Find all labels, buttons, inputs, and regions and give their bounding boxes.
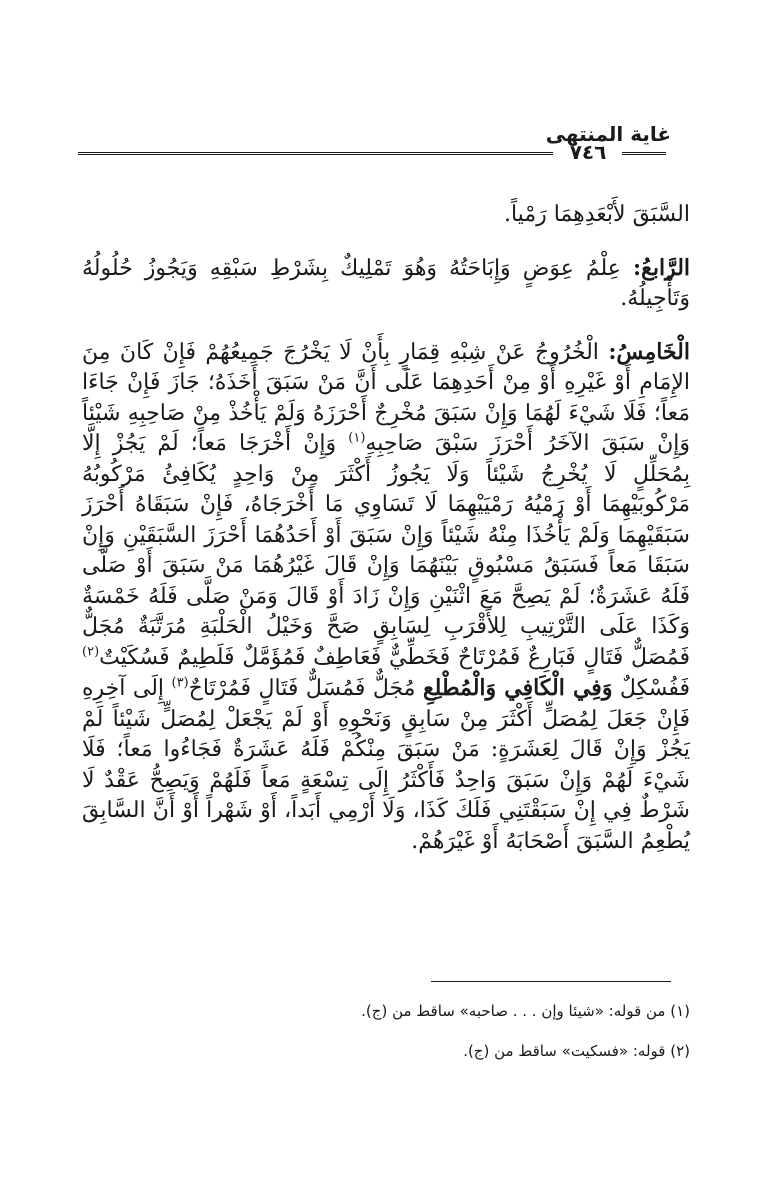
book-title: غاية المنتهى (545, 122, 671, 146)
fourth-condition-heading: الرَّابعُ: (632, 254, 691, 281)
fifth-condition-text-c: فَفُسْكِلٌ (612, 676, 690, 701)
footnote-2: (٢) قوله: «فسكيت» ساقط من (ج). (463, 1042, 690, 1060)
paragraph-fifth-condition (82, 337, 690, 858)
main-text (82, 200, 690, 879)
footnote-marker-3[interactable]: (٣) (171, 675, 189, 691)
header-rule-long (78, 152, 553, 155)
fifth-condition-heading: الْخَامِسُ: (608, 338, 690, 365)
fifth-condition-text-d: مُجَلٌّ فَمُسَلٌّ فَتَالٍ فَمُرْتَاحٌ (188, 676, 423, 701)
paragraph-fourth-condition (82, 253, 690, 315)
source-reference-bold: وَفِي الْكَافِي وَالْمُطْلِعِ (422, 675, 613, 701)
fifth-condition-text-a: الْخُرُوجُ عَنْ شِبْهِ قِمَارٍ بِأَنْ لَا يَخْرُجَ جَمِيعُهُمْ فَإِنْ كَانَ مِنَ الإِمَامِ أَوْ غَيْرِهِ أَوْ مِنْ أَحَدِهِمَا عَلَى أَنَّ مَنْ سَبَقَ أَخَذَهُ؛ جَازَ فَإِنْ جَاءَا مَعاً؛ فَلَا شَيْءَ لَهُمَا وَإِنْ سَبَقَ مُخْرِجٌ أَحْرَزَهُ وَلَمْ يَأْخُذْ مِنْ صَاحِبِهِ شَيْئاً وَإِنْ سَبَقَ الآخَرُ أَحْرَزَ سَبْقَ صَاحِبِهِ (82, 339, 690, 456)
footnote-marker-2[interactable]: (٢) (82, 644, 100, 660)
paragraph-1-text: السَّبَقَ لأَبْعَدِهِمَا رَمْياً. (503, 202, 690, 227)
header-rule-short (622, 152, 666, 155)
fourth-condition-text: عِلْمُ عِوَضٍ وَإِبَاحَتُهُ وَهُوَ تَمْلِيكٌ بِشَرْطِ سَبْقِهِ وَيَجُوزُ حُلُولُهُ وَتَأْجِيلُهُ. (82, 255, 690, 311)
fifth-condition-text-b: وَإِنْ أَخْرَجَا مَعاً؛ لَمْ يَجُزْ إِلَّا بِمُحَلِّلٍ لَا يُخْرِجُ شَيْئاً وَلَا يَجُوزُ أَكْثَرَ مِنْ وَاحِدٍ يُكَافِئُ مَرْكُوبُهُ مَرْكُوبَيْهِمَا أَوْ رَمْيُهُ رَمْيَيْهِمَا لَا تَسَاوِي مَا أَخْرَجَاهُ، فَإِنْ سَبَقَاهُ أَحْرَزَ سَبَقَيْهِمَا وَلَمْ يَأْخُذَا مِنْهُ شَيْئاً وَإِنْ سَبَقَ أَوْ أَحَدُهُمَا أَحْرَزَ السَّبَقَيْنِ وَإِنْ سَبَقَا مَعاً فَسَبَقُ مَسْبُوقٍ بَيْنَهُمَا وَإِنْ قَالَ غَيْرُهُمَا مَنْ سَبَقَ أَوْ صَلَّى فَلَهُ عَشَرَةٌ؛ لَمْ يَصِحَّ مَعَ اثْنَيْنِ وَإِنْ زَادَ أَوْ قَالَ وَمَنْ صَلَّى فَلَهُ خَمْسَةٌ وَكَذَا عَلَى التَّرْتِيبِ لِلأَقْرَبِ لِسَابِقٍ صَحَّ وَخَيْلُ الْحَلْبَةِ مُرَتَّبَةٌ مُجَلٌّ فَمُصَلٌّ فَتَالٍ فَبَارِعٌ فَمُرْتَاحٌ فَخَطِّيٌّ فَعَاطِفٌ فَمُؤَمَّلٌ فَلَطِيمٌ فَسُكَيْتٌ (82, 431, 690, 670)
footnote-1: (١) من قوله: «شيئا وإن . . . صاحبه» ساقط من (ج). (361, 1002, 690, 1020)
paragraph-1 (82, 200, 690, 231)
footnote-marker-1[interactable]: (١) (348, 430, 366, 446)
fifth-condition-text-e: إِلَى آخِرِهِ فَإِنْ جَعَلَ لِمُصَلٍّ أَكْثَرَ مِنْ سَابِقٍ وَنَحْوِهِ أَوْ لَمْ يَجْعَلْ لِمُصَلٍّ شَيْئاً لَمْ يَجُزْ وَإِنْ قَالَ لِعَشَرَةٍ: مَنْ سَبَقَ مِنْكُمْ فَلَهُ عَشَرَةٌ فَجَاءُوا مَعاً؛ فَلَا شَيْءَ لَهُمْ وَإِنْ سَبَقَ وَاحِدٌ فَأَكْثَرُ إِلَى تِسْعَةٍ مَعاً فَلَهُمْ وَيَصِحُّ عَقْدٌ لَا شَرْطٌ فِي إِنْ سَبَقْتَنِي فَلَكَ كَذَا، وَلَا أَرْمِي أَبَداً، أَوْ شَهْراً أَوْ أَنَّ السَّابِقَ يُطْعِمُ السَّبَقَ أَصْحَابَهُ أَوْ غَيْرَهُمْ. (82, 676, 690, 854)
footnotes (100, 1000, 690, 1080)
page-number: ٧٤٦ (569, 140, 607, 164)
footnote-divider (431, 981, 671, 982)
